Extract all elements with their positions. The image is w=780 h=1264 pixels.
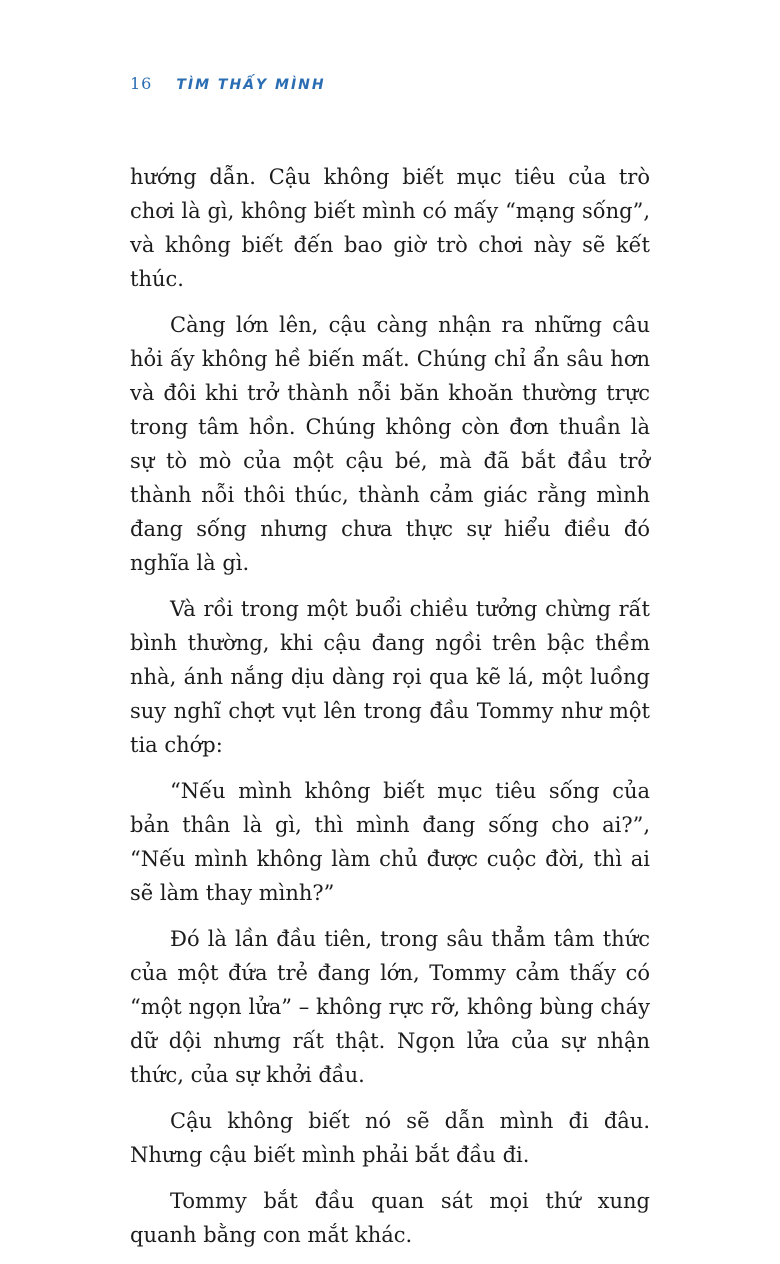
body-text <box>130 160 650 1264</box>
paragraph-quote: “Nếu mình không biết mục tiêu sống của bản thân là gì, thì mình đang sống cho ai?”, “Nếu mình không làm chủ được cuộc đời, thì ai sẽ làm thay mình?” <box>130 779 650 905</box>
paragraph-continued: hướng dẫn. Cậu không biết mục tiêu của trò chơi là gì, không biết mình có mấy “mạng sống”, và không biết đến bao giờ trò chơi này sẽ kết thúc. <box>130 165 650 291</box>
book-title: TÌM THẤY MÌNH <box>176 77 326 93</box>
running-head <box>130 74 326 98</box>
paragraph: Và rồi trong một buổi chiều tưởng chừng rất bình thường, khi cậu đang ngồi trên bậc thềm nhà, ánh nắng dịu dàng rọi qua kẽ lá, một luồng suy nghĩ chợt vụt lên trong đầu Tommy như một tia chớp: <box>130 597 650 757</box>
paragraph: Cậu không biết nó sẽ dẫn mình đi đâu. Nhưng cậu biết mình phải bắt đầu đi. <box>130 1109 650 1167</box>
paragraph: Đó là lần đầu tiên, trong sâu thẳm tâm thức của một đứa trẻ đang lớn, Tommy cảm thấy có “một ngọn lửa” – không rực rỡ, không bùng cháy dữ dội nhưng rất thật. Ngọn lửa của sự nhận thức, của sự khởi đầu. <box>130 927 650 1087</box>
page-number: 16 <box>130 74 153 93</box>
paragraph: Tommy bắt đầu quan sát mọi thứ xung quanh bằng con mắt khác. <box>130 1189 650 1247</box>
paragraph: Càng lớn lên, cậu càng nhận ra những câu hỏi ấy không hề biến mất. Chúng chỉ ẩn sâu hơn và đôi khi trở thành nỗi băn khoăn thường trực trong tâm hồn. Chúng không còn đơn thuần là sự tò mò của một cậu bé, mà đã bắt đầu trở thành nỗi thôi thúc, thành cảm giác rằng mình đang sống nhưng chưa thực sự hiểu điều đó nghĩa là gì. <box>130 313 650 575</box>
